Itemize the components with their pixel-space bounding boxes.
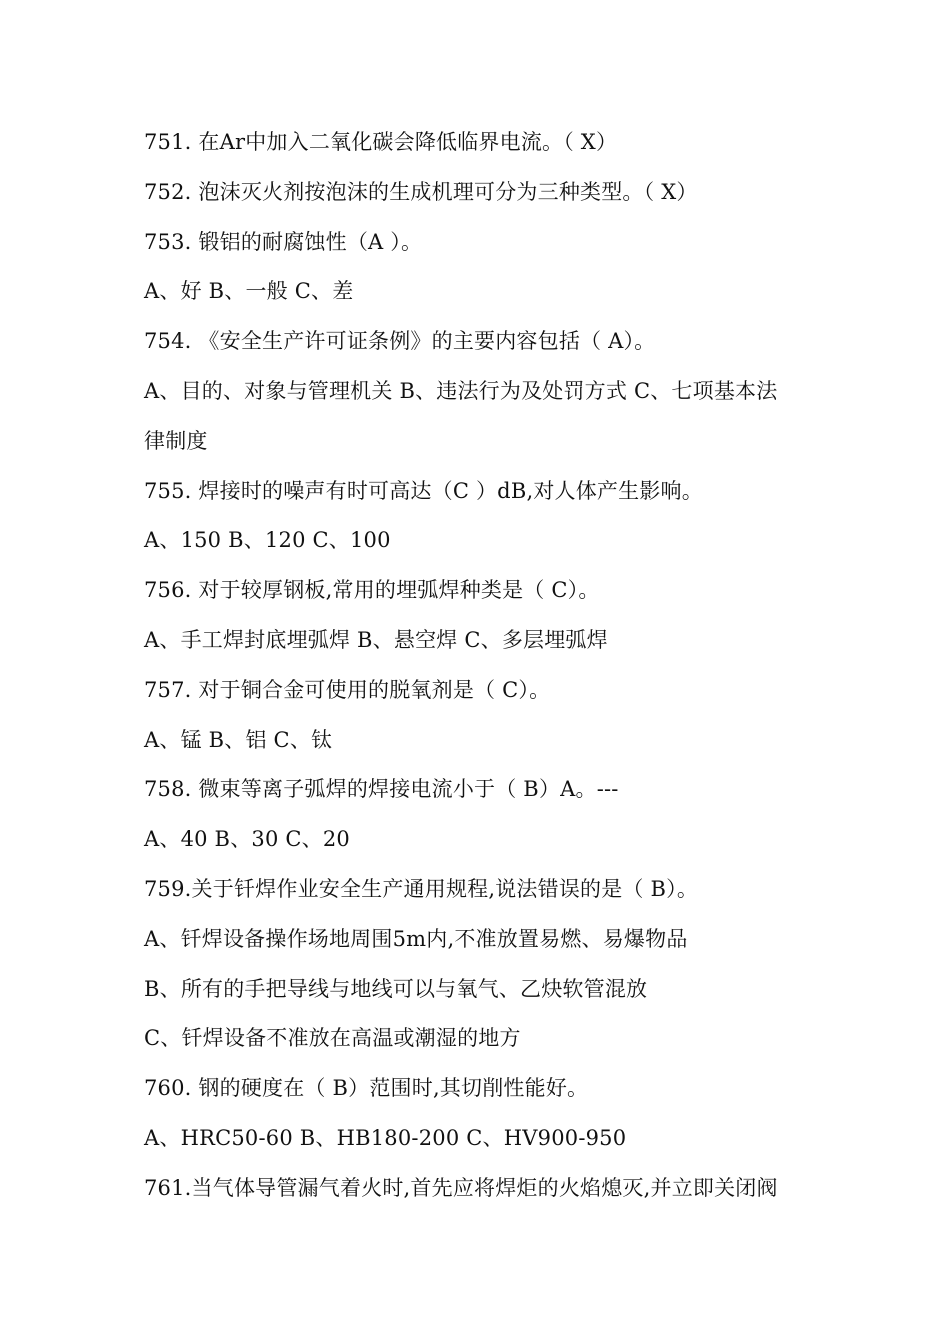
- options-754-continued: 律制度: [144, 428, 208, 453]
- question-754: 754. 《安全生产许可证条例》的主要内容包括（ A）。: [144, 329, 656, 354]
- options-753: A、好 B、一般 C、差: [144, 279, 354, 304]
- options-754: A、目的、对象与管理机关 B、违法行为及处罚方式 C、七项基本法: [144, 378, 778, 403]
- options-756: A、手工焊封底埋弧焊 B、悬空焊 C、多层埋弧焊: [144, 627, 608, 652]
- question-752: 752. 泡沫灭火剂按泡沫的生成机理可分为三种类型。（ X）: [144, 179, 698, 204]
- option-759-b: B、所有的手把导线与地线可以与氧气、乙炔软管混放: [144, 976, 648, 1001]
- options-755: A、150 B、120 C、100: [144, 528, 391, 553]
- options-757: A、锰 B、铝 C、钛: [144, 727, 333, 752]
- question-759: 759.关于钎焊作业安全生产通用规程,说法错误的是（ B）。: [144, 876, 699, 901]
- question-756: 756. 对于较厚钢板,常用的埋弧焊种类是（ C）。: [144, 578, 600, 603]
- options-760: A、HRC50-60 B、HB180-200 C、HV900-950: [144, 1125, 627, 1150]
- question-757: 757. 对于铜合金可使用的脱氧剂是（ C）。: [144, 677, 551, 702]
- option-759-c: C、钎焊设备不准放在高温或潮湿的地方: [144, 1026, 521, 1051]
- question-751: 751. 在Ar中加入二氧化碳会降低临界电流。（ X）: [144, 130, 618, 154]
- question-760: 760. 钢的硬度在（ B）范围时,其切削性能好。: [144, 1076, 589, 1101]
- question-755: 755. 焊接时的噪声有时可高达（C ）dB,对人体产生影响。: [144, 478, 703, 503]
- question-758: 758. 微束等离子弧焊的焊接电流小于（ B）A。---: [144, 777, 619, 802]
- question-list: [144, 118, 824, 1214]
- options-758: A、40 B、30 C、20: [144, 827, 350, 852]
- question-753: 753. 锻铝的耐腐蚀性（A ）。: [144, 229, 423, 254]
- option-759-a: A、钎焊设备操作场地周围5m内,不准放置易燃、易爆物品: [144, 926, 688, 951]
- question-761: 761.当气体导管漏气着火时,首先应将焊炬的火焰熄灭,并立即关闭阀: [144, 1175, 778, 1200]
